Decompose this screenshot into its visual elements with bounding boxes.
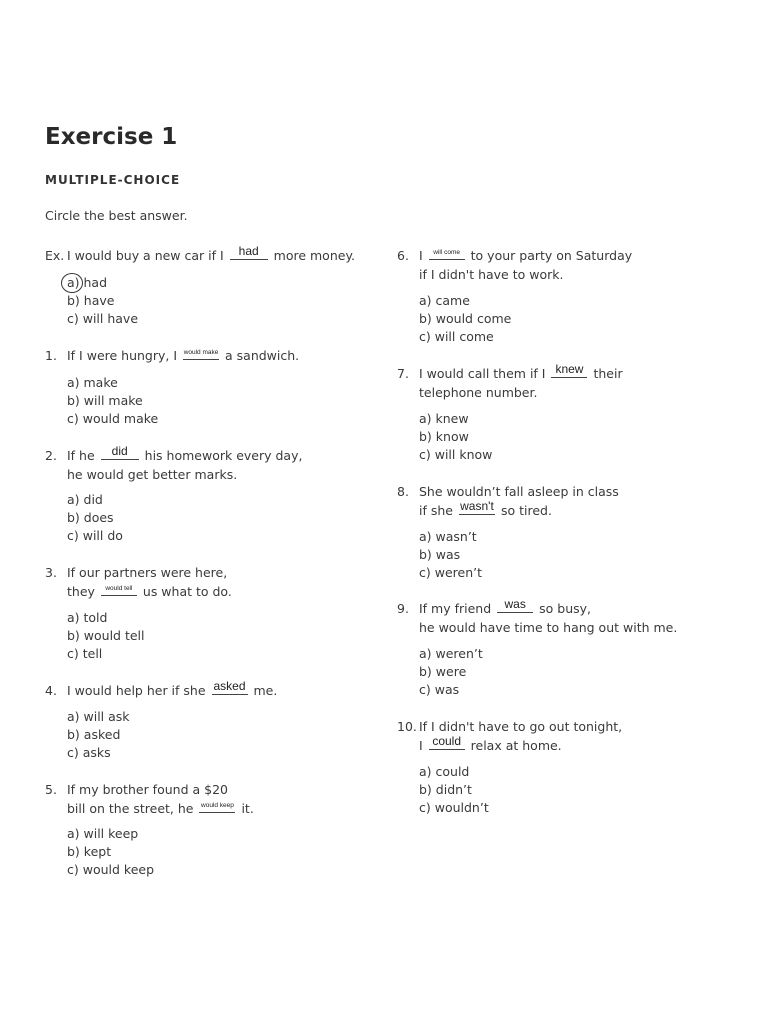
option[interactable]: c) will know <box>419 447 493 463</box>
question-number: 5. <box>45 782 57 797</box>
answer-blank <box>101 584 137 596</box>
page-title: Exercise 1 <box>45 124 178 150</box>
handwritten-answer: will come <box>433 248 461 256</box>
option[interactable]: b) kept <box>67 844 112 860</box>
options-list <box>67 708 130 763</box>
options-list <box>67 609 145 664</box>
handwritten-answer: had <box>238 244 259 258</box>
answer-circle <box>61 273 83 293</box>
question-number: 8. <box>397 484 409 499</box>
answer-blank <box>212 679 248 695</box>
option[interactable]: c) would make <box>67 411 159 427</box>
answer-blank <box>230 244 268 260</box>
options-list <box>419 528 482 583</box>
option[interactable]: b) would tell <box>67 628 145 644</box>
handwritten-answer: asked <box>213 679 246 693</box>
option[interactable]: a) told <box>67 610 108 625</box>
option[interactable]: b) will make <box>67 393 143 409</box>
option[interactable]: a) weren’t <box>419 646 483 661</box>
options-list <box>67 825 154 880</box>
question-stem: If he did his homework every day, he would get better marks. <box>67 444 303 482</box>
question-number: 3. <box>45 565 57 580</box>
option[interactable]: c) wouldn’t <box>419 800 489 816</box>
option[interactable]: c) weren’t <box>419 565 482 581</box>
option[interactable]: a) could <box>419 764 470 779</box>
handwritten-answer: would tell <box>105 584 133 592</box>
question-number: 1. <box>45 348 57 363</box>
question-number: 2. <box>45 448 57 463</box>
question-stem: I would help her if she asked me. <box>67 679 278 698</box>
options-list <box>419 410 492 465</box>
question-number: 9. <box>397 601 409 616</box>
question-number: 7. <box>397 366 409 381</box>
option[interactable]: c) was <box>419 682 460 698</box>
handwritten-answer: was <box>504 597 526 611</box>
option[interactable]: a) knew <box>419 411 469 426</box>
question-stem: If my friend was so busy, he would have time to hang out with me. <box>419 597 678 635</box>
answer-blank <box>199 801 235 813</box>
question-stem: If our partners were here, they would tell us what to do. <box>67 565 232 599</box>
instructions: Circle the best answer. <box>45 208 188 223</box>
handwritten-answer: did <box>111 444 128 458</box>
option[interactable]: a) will ask <box>67 709 130 724</box>
question-stem: I would call them if I knew their telephone number. <box>419 362 623 400</box>
option[interactable]: c) asks <box>67 745 111 761</box>
question-stem: If I were hungry, I would make a sandwich. <box>67 348 300 363</box>
question-stem: If my brother found a $20 bill on the street, he would keep it. <box>67 782 254 816</box>
handwritten-answer: could <box>432 734 462 748</box>
question-number: 10. <box>397 719 417 734</box>
option[interactable]: a) will keep <box>67 826 139 841</box>
handwritten-answer: would keep <box>201 801 234 809</box>
answer-blank <box>497 597 533 613</box>
answer-blank <box>101 444 139 460</box>
answer-blank <box>459 499 495 515</box>
question-stem: If I didn't have to go out tonight, I could relax at home. <box>419 719 623 753</box>
option[interactable]: c) will come <box>419 329 494 345</box>
option[interactable]: c) would keep <box>67 862 155 878</box>
option[interactable]: c) will do <box>67 528 123 544</box>
options-list <box>419 763 489 818</box>
option[interactable]: c) tell <box>67 646 103 662</box>
option[interactable]: a) came <box>419 293 470 308</box>
option[interactable]: b) have <box>67 293 115 309</box>
option[interactable]: b) does <box>67 510 114 526</box>
option[interactable]: c) will have <box>67 311 139 327</box>
option[interactable]: a) did <box>67 492 103 507</box>
options-list <box>67 374 158 429</box>
option[interactable]: b) asked <box>67 727 121 743</box>
section-subtitle: MULTIPLE-CHOICE <box>45 173 181 187</box>
question-stem: I will come to your party on Saturday if I didn't have to work. <box>419 248 633 282</box>
question-number: 4. <box>45 683 57 698</box>
handwritten-answer: would make <box>183 348 219 356</box>
options-list <box>419 645 483 700</box>
answer-blank <box>429 734 465 750</box>
answer-blank <box>183 348 219 360</box>
option[interactable]: b) were <box>419 664 467 680</box>
question-number: 6. <box>397 248 409 263</box>
option[interactable]: a) had <box>67 274 138 292</box>
option[interactable]: b) was <box>419 547 461 563</box>
option[interactable]: a) make <box>67 375 118 390</box>
question-number: Ex. <box>45 248 65 263</box>
option[interactable]: b) would come <box>419 311 512 327</box>
handwritten-answer: knew <box>555 362 584 376</box>
options-list <box>67 274 138 329</box>
answer-blank <box>429 248 465 260</box>
option[interactable]: a) wasn’t <box>419 529 477 544</box>
options-list <box>419 292 511 347</box>
handwritten-answer: wasn't <box>460 499 494 513</box>
question-stem: She wouldn’t fall asleep in class if she wasn't so tired. <box>419 484 619 518</box>
options-list <box>67 491 123 546</box>
question-stem: I would buy a new car if I had more money. <box>67 244 356 263</box>
option[interactable]: b) didn’t <box>419 782 472 798</box>
option[interactable]: b) know <box>419 429 469 445</box>
answer-blank <box>551 362 587 378</box>
